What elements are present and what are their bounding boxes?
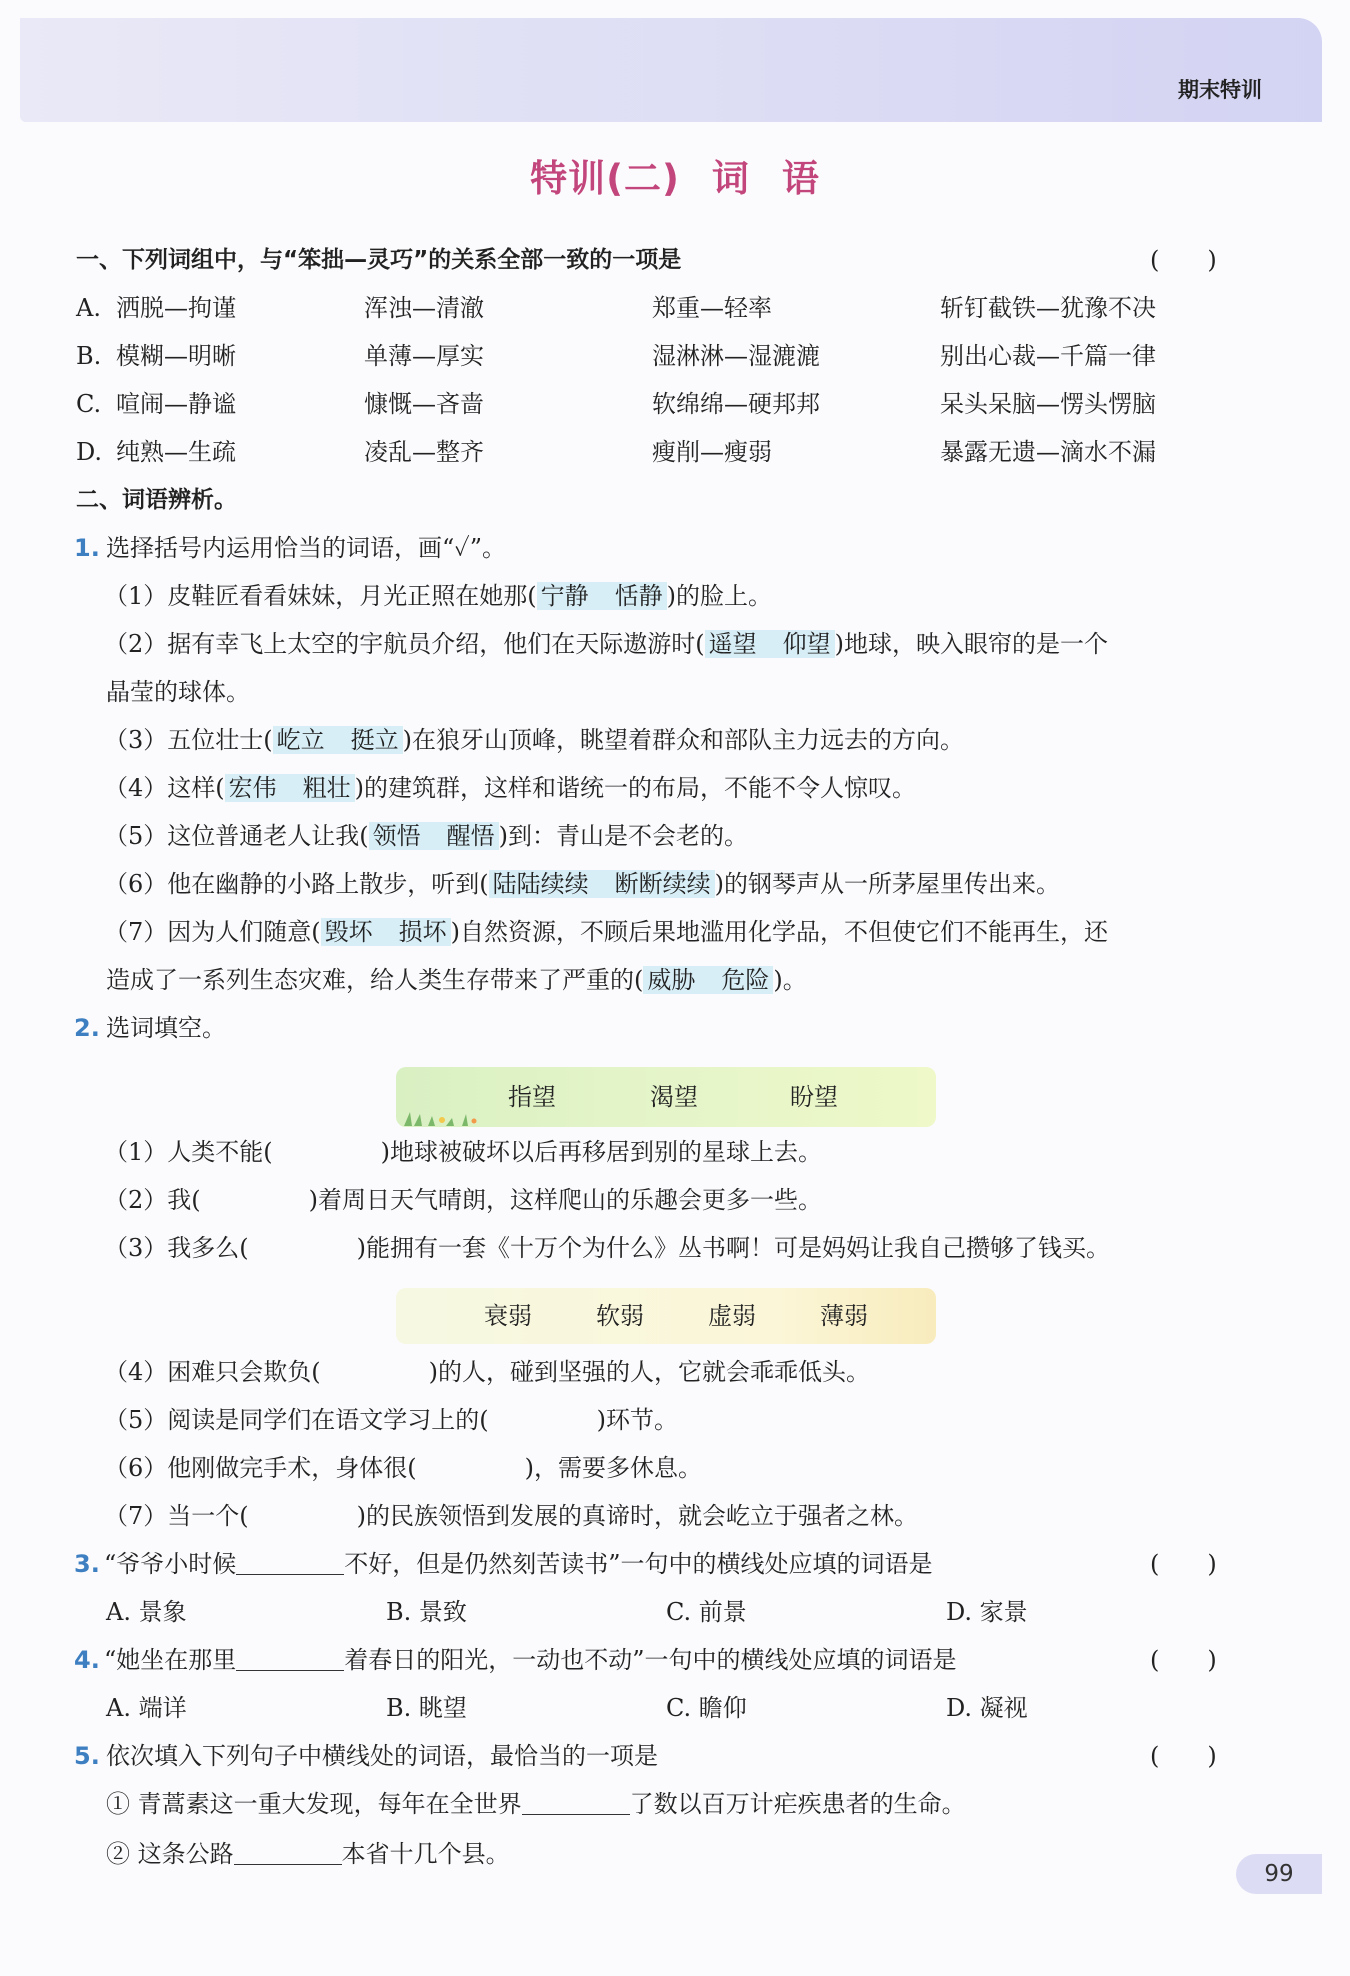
word-option: 虚弱 [708,1302,756,1330]
q3-options: A. 景象 B. 景致 C. 前景 D. 家景 [106,1598,1028,1626]
word-option: 衰弱 [484,1302,532,1330]
grass-decoration-icon [402,1108,492,1126]
section1-paren: ( ) [1150,246,1217,274]
section2-heading: 二、词语辨析。 [76,487,237,513]
choice-pair[interactable]: 威胁 危险 [643,966,773,994]
word-option: 指望 [508,1083,556,1111]
option-row-d: D. 纯熟—生疏 凌乱—整齐 瘦削—瘦弱 暴露无遗—滴水不漏 [76,438,1156,466]
word-option: 盼望 [790,1083,838,1111]
q1-item-6: （6）他在幽静的小路上散步，听到( 陆陆续续 断断续续 )的钢琴声从一所茅屋里传出来。 [104,870,1061,898]
choice-pair[interactable]: 领悟 醒悟 [369,822,499,850]
q2-item-1: （1）人类不能( )地球被破坏以后再移居到别的星球上去。 [104,1138,823,1166]
title-part2: 词 [711,157,750,200]
q2-item-3: （3）我多么( )能拥有一套《十万个为什么》丛书啊！可是妈妈让我自己攒够了钱买。 [104,1234,1111,1262]
choice-pair[interactable]: 遥望 仰望 [705,630,835,658]
option-row-a: A. 洒脱—拘谨 浑浊—清澈 郑重—轻率 斩钉截铁—犹豫不决 [76,294,1156,322]
choice-pair[interactable]: 宏伟 粗壮 [225,774,355,802]
q1-item-3: （3）五位壮士( 屹立 挺立 )在狼牙山顶峰，眺望着群众和部队主力远去的方向。 [104,726,965,754]
choice-pair[interactable]: 宁静 恬静 [537,582,667,610]
option-row-c: C. 喧闹—静谧 慷慨—吝啬 软绵绵—硬邦邦 呆头呆脑—愣头愣脑 [76,390,1156,418]
word-bank-2 [396,1288,936,1344]
answer-underline[interactable] [234,1840,342,1865]
q4-prompt: 4. “她坐在那里 着春日的阳光，一动也不动”一句中的横线处应填的词语是 [74,1646,957,1674]
q2-item-7: （7）当一个( )的民族领悟到发展的真谛时，就会屹立于强者之林。 [104,1502,919,1530]
q1-item-2-cont: 晶莹的球体。 [106,678,250,706]
q1-item-1: （1）皮鞋匠看看妹妹，月光正照在她那( 宁静 恬静 )的脸上。 [104,582,773,610]
word-option: 薄弱 [820,1302,868,1330]
page-number: 99 [1236,1854,1322,1894]
title-part1: 特训(二) [530,157,680,200]
q4-options: A. 端详 B. 眺望 C. 瞻仰 D. 凝视 [106,1694,1028,1722]
answer-underline[interactable] [522,1790,630,1815]
q1-item-2: （2）据有幸飞上太空的宇航员介绍，他们在天际遨游时( 遥望 仰望 )地球，映入眼帘的是一个 [104,630,1109,658]
q2-prompt: 2. 选词填空。 [74,1014,226,1042]
q5-paren: ( ) [1150,1742,1217,1770]
answer-underline[interactable] [236,1646,344,1671]
word-option: 软弱 [596,1302,644,1330]
q5-sentence-1: ① 青蒿素这一重大发现，每年在全世界 了数以百万计疟疾患者的生命。 [106,1790,966,1818]
option-row-b: B. 模糊—明晰 单薄—厚实 湿淋淋—湿漉漉 别出心裁—千篇一律 [76,342,1156,370]
section1-heading: 一、下列词组中，与“笨拙—灵巧”的关系全部一致的一项是 [76,247,682,273]
q1-prompt: 1. 选择括号内运用恰当的词语，画“✓”。 [74,534,507,562]
page-title [0,148,1350,202]
q1-item-5: （5）这位普通老人让我( 领悟 醒悟 )到：青山是不会老的。 [104,822,749,850]
q1-item-4: （4）这样( 宏伟 粗壮 )的建筑群，这样和谐统一的布局，不能不令人惊叹。 [104,774,917,802]
q2-item-4: （4）困难只会欺负( )的人，碰到坚强的人，它就会乖乖低头。 [104,1358,871,1386]
word-option: 渴望 [650,1083,698,1111]
q2-item-2: （2）我( )着周日天气晴朗，这样爬山的乐趣会更多一些。 [104,1186,823,1214]
q1-item-7: （7）因为人们随意( 毁坏 损坏 )自然资源，不顾后果地滥用化学品，不但使它们不能再生，还 [104,918,1109,946]
choice-pair[interactable]: 陆陆续续 断断续续 [489,870,715,898]
header-label: 期末特训 [1178,78,1262,102]
header-band [20,18,1322,122]
q5-sentence-2: ② 这条公路 本省十几个县。 [106,1840,510,1868]
choice-pair[interactable]: 屹立 挺立 [273,726,403,754]
answer-underline[interactable] [236,1550,344,1575]
q1-item-7-cont: 造成了一系列生态灾难，给人类生存带来了严重的( 威胁 危险 )。 [106,966,807,994]
q2-item-5: （5）阅读是同学们在语文学习上的( )环节。 [104,1406,679,1434]
q3-prompt: 3. “爷爷小时候 不好，但是仍然刻苦读书”一句中的横线处应填的词语是 [74,1550,933,1578]
q4-paren: ( ) [1150,1646,1217,1674]
q2-item-6: （6）他刚做完手术，身体很( )，需要多休息。 [104,1454,703,1482]
q3-paren: ( ) [1150,1550,1217,1578]
choice-pair[interactable]: 毁坏 损坏 [321,918,451,946]
title-part3: 语 [781,157,820,200]
q5-prompt: 5. 依次填入下列句子中横线处的词语，最恰当的一项是 [74,1742,658,1770]
